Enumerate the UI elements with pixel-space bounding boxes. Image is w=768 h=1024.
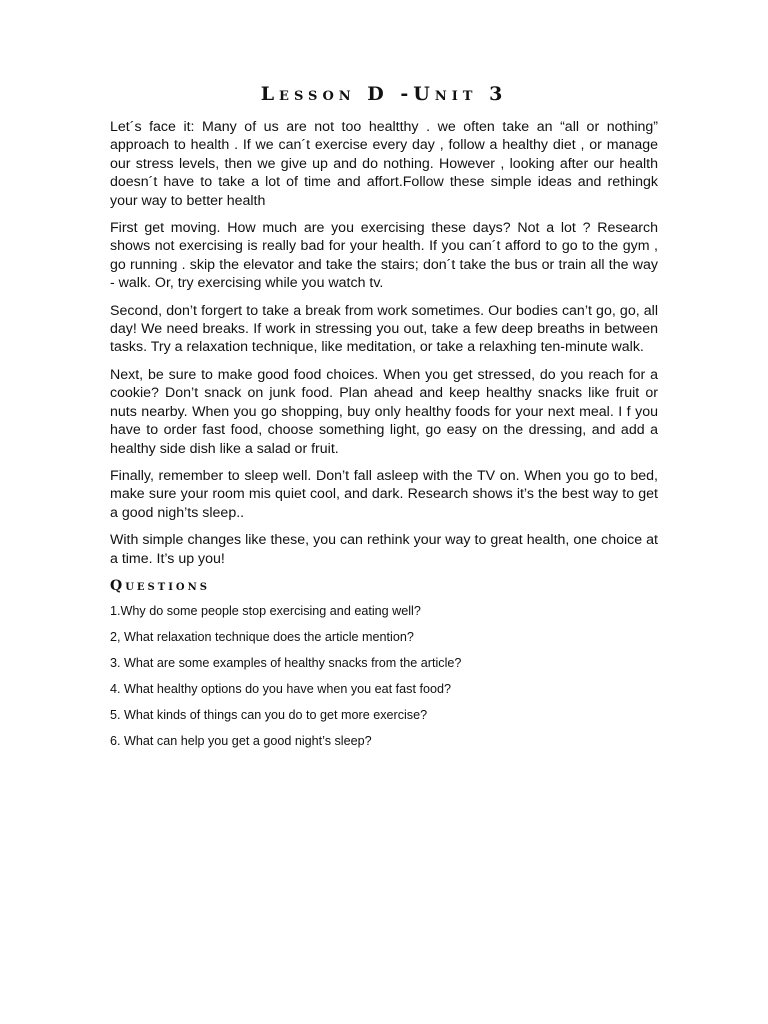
- questions-heading: Questions: [110, 577, 210, 594]
- questions-list: [110, 603, 658, 749]
- question-item: 3. What are some examples of healthy snacks from the article?: [110, 655, 462, 670]
- paragraph-conclusion: With simple changes like these, you can rethink your way to great health, one choice at a time. It’s up you!: [110, 532, 658, 567]
- lesson-title: Lesson D -Unit 3: [260, 83, 508, 105]
- paragraph-breaks: Second, don’t forgert to take a break from work sometimes. Our bodies can’t go, go, all day! We need breaks. If work in stressing you out, take a few deep breaths in between tasks. Try a relaxation technique, like meditation, or take a relaxhing ten-minute walk.: [110, 302, 658, 356]
- question-item: 6. What can help you get a good night’s sleep?: [110, 733, 372, 748]
- question-item: 4. What healthy options do you have when you eat fast food?: [110, 681, 451, 696]
- paragraph-sleep: Finally, remember to sleep well. Don’t fall asleep with the TV on. When you go to bed, make sure your room mis quiet cool, and dark. Research shows it’s the best way to get a good nigh’ts sleep..: [110, 467, 658, 521]
- document-page: [110, 82, 658, 759]
- paragraph-food: Next, be sure to make good food choices. When you get stressed, do you reach for a cookie? Don’t snack on junk food. Plan ahead and keep healthy snacks like fruit or nuts nearby. When you go shopping, buy only healthy foods for your next meal. I f you have to order fast food, choose something light, go easy on the dressing, and add a healthy side dish like a salad or fruit.: [110, 366, 658, 457]
- question-item: 5. What kinds of things can you do to get more exercise?: [110, 707, 428, 722]
- paragraph-intro: Let´s face it: Many of us are not too healtthy . we often take an “all or nothing” approach to health . If we can´t exercise every day , follow a healthy diet , or manage our stress levels, then we give up and do nothing. However , looking after our health doesn´t have to take a lot of time and affort.Follow these simple ideas and rethingk your way to better health: [110, 119, 658, 209]
- question-item: 1.Why do some people stop exercising and eating well?: [110, 603, 421, 618]
- question-item: 2, What relaxation technique does the article mention?: [110, 629, 414, 644]
- paragraph-exercise: First get moving. How much are you exercising these days? Not a lot ? Research shows not exercising is really bad for your health. If you can´t afford to go to the gym , go running . skip the elevator and take the stairs; don´t take the bus or train all the way - walk. Or, try exercising while you watch tv.: [110, 220, 658, 292]
